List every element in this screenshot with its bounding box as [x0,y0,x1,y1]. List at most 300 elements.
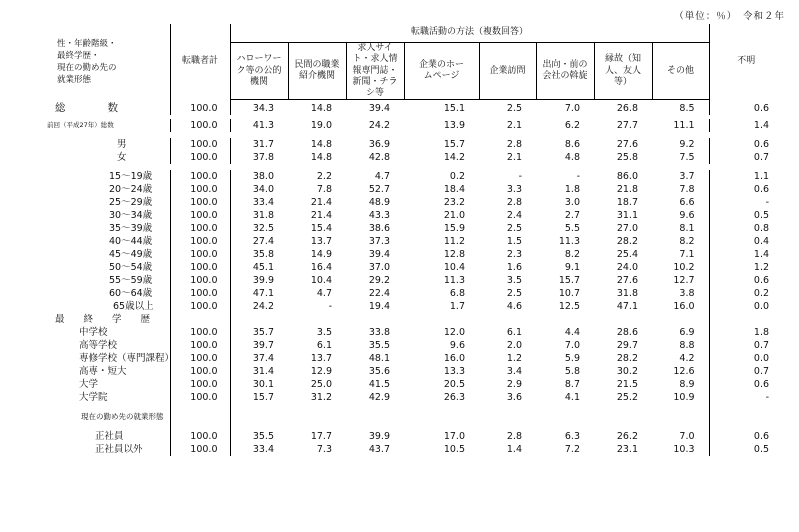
total-cell: 100.0 [170,183,230,196]
value-cell: 0.4 [753,236,770,248]
value-cell: 2.5 [506,223,522,235]
value-cell: 1.4 [753,120,770,132]
row-label: 女 [45,151,170,164]
value-cell: 2.2 [316,171,332,183]
value-cell: 12.7 [652,274,709,287]
value-cell: 7.1 [652,248,709,261]
value-cell: 8.9 [652,378,709,391]
value-cell [652,404,709,430]
value-cell: 3.3 [506,184,522,196]
value-cell: 15.7 [252,392,274,404]
value-cell: 5.9 [564,353,580,365]
value-cell: 86.0 [616,171,638,183]
table-row [45,248,783,261]
row-label: 現在の勤め先の就業形態 [45,404,170,430]
value-cell [594,313,652,326]
value-cell: 2.1 [506,152,522,164]
value-cell: 31.4 [252,366,274,378]
value-cell: 21.0 [443,210,465,222]
value-cell: 1.1 [753,171,770,183]
total-cell: 100.0 [170,209,230,222]
value-cell: 33.4 [252,197,274,209]
value-cell: 27.7 [616,120,638,132]
value-cell: 10.4 [310,275,332,287]
value-cell: - [576,171,580,183]
value-cell: 11.1 [652,119,709,132]
value-cell: 31.2 [310,392,332,404]
value-cell: 29.2 [368,275,390,287]
value-cell: 21.8 [616,184,638,196]
value-cell: 1.5 [506,236,522,248]
value-cell: 10.9 [652,391,709,404]
value-cell: 6.8 [449,288,465,300]
value-cell: - [765,197,770,209]
table-row [45,100,783,116]
total-cell: 100.0 [170,222,230,235]
value-cell: 27.6 [616,139,638,151]
row-label: 高専・短大 [45,365,170,378]
total-cell: 100.0 [170,119,230,132]
value-cell: 14.8 [310,103,332,115]
method-header-job-sites: 求人サイ ト・求人情 報専門誌・ 新聞・チラ シ等 [346,43,404,100]
table-row [45,365,783,378]
value-cell: 28.2 [616,236,638,248]
value-cell: 1.7 [449,301,465,313]
total-cell [170,404,230,430]
value-cell: 5.8 [564,366,580,378]
value-cell: 2.5 [506,288,522,300]
value-cell [536,404,594,430]
value-cell [479,313,536,326]
row-label: 25～29歳 [45,196,170,209]
value-cell: 45.1 [252,262,274,274]
value-cell: 24.2 [368,120,390,132]
value-cell: 0.6 [753,139,770,151]
row-label: 大学 [45,378,170,391]
value-cell [288,404,346,430]
value-cell: 13.7 [310,353,332,365]
value-cell: 6.6 [652,196,709,209]
method-header-company-visit: 企業訪問 [479,43,536,100]
total-cell: 100.0 [170,378,230,391]
value-cell: 4.8 [564,152,580,164]
row-label: 総 数 [45,100,170,116]
value-cell: 30.2 [616,366,638,378]
table-row [45,300,783,313]
table-body [45,100,783,457]
value-cell: 0.7 [753,366,770,378]
value-cell: 31.7 [252,139,274,151]
value-cell: 39.4 [368,249,390,261]
row-label: 高等学校 [45,339,170,352]
row-label: 30～34歳 [45,209,170,222]
total-cell: 100.0 [170,300,230,313]
value-cell: 2.7 [564,210,580,222]
value-cell: 19.4 [368,301,390,313]
value-cell: 12.5 [558,301,580,313]
value-cell: 0.0 [753,353,770,365]
value-cell [594,404,652,430]
row-header [45,24,170,100]
value-cell: 35.5 [252,431,274,443]
table-row [45,222,783,235]
value-cell [709,404,783,430]
method-header-private-agency: 民間の職業 紹介機関 [288,43,346,100]
value-cell: 8.5 [652,100,709,116]
value-cell: 21.4 [310,197,332,209]
value-cell [404,404,479,430]
row-header-line: 性・年齢階級・ [57,38,117,49]
value-cell: 38.6 [368,223,390,235]
value-cell: 52.7 [368,184,390,196]
total-cell: 100.0 [170,151,230,164]
row-label: 正社員以外 [45,443,170,456]
value-cell: 7.0 [564,340,580,352]
value-cell: 28.2 [616,353,638,365]
value-cell: 12.0 [443,327,465,339]
value-cell: 37.0 [368,262,390,274]
row-header-line: 就業形態 [57,74,92,85]
value-cell: 3.5 [506,275,522,287]
value-cell: 3.6 [506,392,522,404]
value-cell: 7.0 [652,430,709,443]
value-cell: 11.3 [558,236,580,248]
table-row [45,261,783,274]
value-cell: 39.9 [368,431,390,443]
value-cell: 27.4 [252,236,274,248]
value-cell: 8.2 [652,235,709,248]
value-cell: 9.6 [652,209,709,222]
value-cell: 1.4 [506,444,522,456]
value-cell: 34.3 [252,103,274,115]
value-cell: 21.4 [310,210,332,222]
value-cell: 0.7 [753,152,770,164]
value-cell: 10.7 [558,288,580,300]
value-cell: 4.2 [652,352,709,365]
value-cell: 14.9 [310,249,332,261]
table-row [45,209,783,222]
value-cell: 34.0 [252,184,274,196]
row-header-line: 現在の勤め先の [57,62,117,73]
value-cell: 31.8 [616,288,638,300]
value-cell: 1.2 [753,262,770,274]
value-cell: 27.6 [616,275,638,287]
value-cell: 8.8 [652,339,709,352]
unknown-column-header: 不明 [737,56,756,67]
value-cell: 17.0 [443,431,465,443]
value-cell: 0.2 [753,288,770,300]
value-cell: 39.7 [252,340,274,352]
row-label: 正社員 [45,430,170,443]
value-cell: 48.1 [368,353,390,365]
table-row [45,196,783,209]
value-cell: 17.7 [310,431,332,443]
value-cell [536,313,594,326]
value-cell: 2.9 [506,379,522,391]
value-cell: 26.8 [616,103,638,115]
transfer-method-table [45,24,783,456]
value-cell: 7.5 [652,151,709,164]
value-cell: 4.4 [564,327,580,339]
value-cell: 30.1 [252,379,274,391]
value-cell: 18.7 [616,197,638,209]
value-cell [709,313,783,326]
value-cell: 15.4 [310,223,332,235]
value-cell: 20.5 [443,379,465,391]
value-cell: 0.5 [753,210,770,222]
total-cell: 100.0 [170,443,230,456]
value-cell: 14.8 [310,139,332,151]
value-cell: 1.2 [506,353,522,365]
value-cell: 7.3 [316,444,332,456]
table-row [45,443,783,456]
value-cell: 22.4 [368,288,390,300]
value-cell [346,313,404,326]
value-cell: 31.1 [616,210,638,222]
value-cell: 32.5 [252,223,274,235]
value-cell: 7.2 [564,444,580,456]
table-row [45,352,783,365]
value-cell: 9.1 [564,262,580,274]
row-label: 15～19歳 [45,170,170,183]
method-header-secondment: 出向・前の 会社の斡旋 [536,43,594,100]
value-cell: 35.8 [252,249,274,261]
value-cell: 13.3 [443,366,465,378]
value-cell: 0.2 [449,171,465,183]
value-cell: 3.5 [316,327,332,339]
value-cell [288,313,346,326]
table-row [45,313,783,326]
total-cell: 100.0 [170,235,230,248]
value-cell: 19.0 [310,120,332,132]
value-cell [479,404,536,430]
value-cell: 7.8 [316,184,332,196]
value-cell: 7.8 [652,183,709,196]
value-cell: 0.0 [753,301,770,313]
value-cell: 0.5 [753,444,770,456]
value-cell: 47.1 [616,301,638,313]
value-cell: 37.8 [252,152,274,164]
value-cell: - [765,392,770,404]
value-cell: 9.2 [652,138,709,151]
value-cell: 11.2 [443,236,465,248]
value-cell: 25.0 [310,379,332,391]
method-group-header: 転職活動の方法（複数回答） [230,24,709,43]
value-cell: 2.8 [506,197,522,209]
row-label: 中学校 [45,326,170,339]
value-cell: 39.9 [252,275,274,287]
value-cell: 28.6 [616,327,638,339]
value-cell: 1.8 [753,327,770,339]
value-cell: 12.8 [443,249,465,261]
total-cell [170,313,230,326]
value-cell: 5.5 [564,223,580,235]
value-cell: 8.2 [564,249,580,261]
value-cell: 16.0 [652,300,709,313]
value-cell: 18.4 [443,184,465,196]
value-cell: 14.8 [310,152,332,164]
value-cell [346,404,404,430]
total-cell: 100.0 [170,287,230,300]
row-label: 前回（平成27年）総数 [45,119,170,132]
value-cell: 24.0 [616,262,638,274]
value-cell: 12.6 [652,365,709,378]
value-cell: 6.1 [316,340,332,352]
value-cell: 1.6 [506,262,522,274]
unit-note: （単位：％） 令和２年 [674,11,785,22]
value-cell: 4.6 [506,301,522,313]
value-cell: 0.7 [753,340,770,352]
method-header-public-agency: ハローワー ク等の公的 機関 [230,43,288,100]
value-cell: 10.2 [652,261,709,274]
value-cell: 37.3 [368,236,390,248]
value-cell: 13.7 [310,236,332,248]
value-cell: 2.4 [506,210,522,222]
value-cell: - [328,301,332,313]
table-row [45,404,783,430]
value-cell: 15.9 [443,223,465,235]
method-header-connections: 縁故（知 人、友人 等） [594,43,652,100]
value-cell: 6.9 [652,326,709,339]
value-cell: 2.8 [506,431,522,443]
total-cell: 100.0 [170,274,230,287]
value-cell: 36.9 [368,139,390,151]
value-cell: 25.4 [616,249,638,261]
value-cell: 0.6 [753,184,770,196]
value-cell: 15.7 [443,139,465,151]
table-row [45,274,783,287]
row-label: 45～49歳 [45,248,170,261]
table-row [45,235,783,248]
method-header-other: その他 [652,43,709,100]
value-cell: 13.9 [443,120,465,132]
value-cell: 6.2 [564,120,580,132]
value-cell: 10.3 [652,443,709,456]
value-cell: 29.7 [616,340,638,352]
value-cell: 9.6 [449,340,465,352]
total-cell: 100.0 [170,261,230,274]
value-cell: 37.4 [252,353,274,365]
row-label: 40～44歳 [45,235,170,248]
value-cell: 38.0 [252,171,274,183]
value-cell: 7.0 [564,103,580,115]
value-cell: 25.8 [616,152,638,164]
row-label: 最 終 学 歴 [45,313,170,326]
table-row [45,138,783,151]
total-cell: 100.0 [170,352,230,365]
row-label: 専修学校（専門課程） [45,352,170,365]
table-row [45,183,783,196]
value-cell: - [518,171,522,183]
value-cell: 11.3 [443,275,465,287]
table-row [45,170,783,183]
value-cell: 3.8 [652,287,709,300]
total-cell: 100.0 [170,430,230,443]
table-row [45,151,783,164]
value-cell: 2.8 [506,139,522,151]
total-cell: 100.0 [170,326,230,339]
value-cell: 25.2 [616,392,638,404]
row-label: 60～64歳 [45,287,170,300]
value-cell: 35.6 [368,366,390,378]
method-header-company-website: 企業のホー ムページ [404,43,479,100]
value-cell: 0.6 [753,431,770,443]
table-row [45,119,783,132]
value-cell: 48.9 [368,197,390,209]
value-cell: 33.8 [368,327,390,339]
table-row [45,326,783,339]
total-cell: 100.0 [170,138,230,151]
value-cell: 23.2 [443,197,465,209]
row-label: 50～54歳 [45,261,170,274]
value-cell: 12.9 [310,366,332,378]
table-row [45,430,783,443]
value-cell: 41.5 [368,379,390,391]
table-row [45,339,783,352]
value-cell [404,313,479,326]
row-label: 65歳以上 [45,300,170,313]
value-cell: 3.0 [564,197,580,209]
value-cell: 2.0 [506,340,522,352]
value-cell: 0.6 [753,275,770,287]
total-cell: 100.0 [170,339,230,352]
value-cell: 31.8 [252,210,274,222]
value-cell: 23.1 [616,444,638,456]
value-cell: 15.7 [558,275,580,287]
value-cell: 35.7 [252,327,274,339]
total-cell: 100.0 [170,365,230,378]
table-row [45,287,783,300]
value-cell: 0.8 [753,223,770,235]
row-label: 20～24歳 [45,183,170,196]
value-cell: 26.3 [443,392,465,404]
total-cell: 100.0 [170,170,230,183]
value-cell: 16.0 [443,353,465,365]
value-cell: 14.2 [443,152,465,164]
value-cell: 0.6 [753,103,770,114]
value-cell: 16.4 [310,262,332,274]
value-cell: 42.9 [368,392,390,404]
value-cell: 2.1 [506,120,522,132]
value-cell: 6.1 [506,327,522,339]
value-cell [230,404,288,430]
value-cell [230,313,288,326]
value-cell: 42.8 [368,152,390,164]
total-cell: 100.0 [170,196,230,209]
value-cell: 47.1 [252,288,274,300]
row-label: 男 [45,138,170,151]
total-cell: 100.0 [170,100,230,116]
value-cell: 2.5 [506,103,522,115]
row-label: 55～59歳 [45,274,170,287]
total-cell: 100.0 [170,248,230,261]
value-cell: 26.2 [616,431,638,443]
value-cell: 3.7 [652,170,709,183]
row-header-line: 最終学歴・ [57,50,100,61]
value-cell: 1.8 [564,184,580,196]
value-cell: 0.6 [753,379,770,391]
total-column-header: 転職者計 [170,24,230,100]
value-cell: 15.1 [443,103,465,115]
value-cell: 8.6 [564,139,580,151]
value-cell: 10.4 [443,262,465,274]
value-cell [652,313,709,326]
value-cell: 3.4 [506,366,522,378]
value-cell: 4.7 [374,171,390,183]
value-cell: 2.3 [506,249,522,261]
value-cell: 1.4 [753,249,770,261]
row-label: 大学院 [45,391,170,404]
